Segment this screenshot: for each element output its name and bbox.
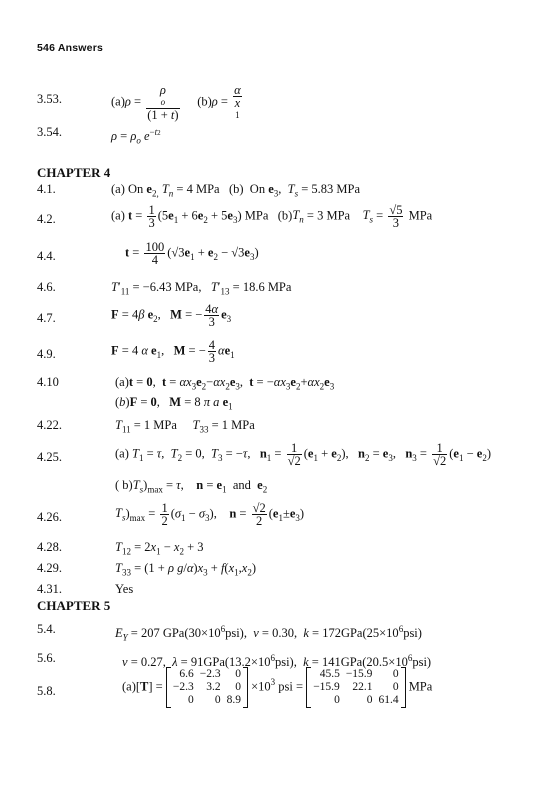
matrix-cell: 0 (187, 694, 194, 706)
answer-4-26: 4.26. $T_s)_{max}$ = $\frac{1}{2}$ $(\sigma_1 - \sigma_3)$, n = $\frac{√2}{2}$ $(e_1\pm e_3)$ (37, 501, 305, 528)
matrix-cell: 8.9 (226, 694, 241, 706)
answer-text: Yes (115, 582, 134, 596)
answer-4-31 (37, 582, 134, 596)
answer-4-6: 4.6. $T'_{11} = -6.43$ MPa, $T'_{13} = 18.6$ MPa (37, 280, 292, 297)
answer-number: 4.31. (37, 582, 62, 596)
answer-number: 5.8. (37, 684, 56, 698)
answer-number: 4.22. (37, 418, 62, 432)
answer-number: 4.29. (37, 561, 62, 575)
chapter-4-heading: CHAPTER 4 (37, 165, 111, 180)
answer-number: 4.9. (37, 347, 56, 361)
answer-4-10: 4.10 (a)t = 0, $t = \alpha x_3e_2-\alpha x_2e_3$, $t = -\alpha x_3e_2+\alpha x_2e_3$ (37, 375, 335, 392)
answer-4-2: 4.2. (a) t = $\frac{1}{3}$ $(5e_1 + 6e_2 + 5e_3)$ MPa $(b)T_n = 3$ MPa $T_s$ = $\frac{√5}{3}$ MPa (37, 203, 433, 230)
stress-matrix-1 (166, 667, 248, 708)
stress-matrix-2 (306, 667, 405, 708)
matrix-cell: 45.5 (319, 668, 340, 680)
chapter-5-heading: CHAPTER 5 (37, 598, 111, 613)
answers-page: 546 Answers 3.53. (a)ρ = ρ o (1 + t) (b)ρ = α x 1 3.54. $\rho = \rho_o$ $e^{-t2}$ CHAPTER 4 4.1. (a) On $e_{2,}$ $T_n = 4$ MPa (b) On $e_3$, $T_s = 5.83$ MPa 4.2. (a) t = $\frac{1}{3}$ $(5e_1 + 6e_2 + 5e_3)$ MPa $(b)T_n = 3$ MPa $T_s$ = $\frac{√5}{3}$ MPa 4.4. t = $\frac{100}{4}$ $(√3e_1 + e_2 - √3e_3)$ 4.6. $T'_{11} = -6.43$ MPa, $T'_{13} = 18.6$ MPa 4.7. F = 4β $e_2$, M = − $\frac{4\alpha}{3}$ $e_3$ 4.9. F = 4 α $e_1$, M = − $\frac{4}{3}$ $\alpha e_1$ 4.10 (a)t = 0, $t = \alpha x_3e_2-\alpha x_2e_3$, $t = -\alpha x_3e_2+\alpha x_2e_3$ (b)F = 0, M = 8 π a $e_1$ 4.22. $T_{11} = 1$ MPa $T_{33} = 1$ MPa 4.25. (a) $T_1 = \tau$, $T_2 = 0$, $T_3 = -\tau$, $n_1$ = $\frac{1}{√2}$ $(e_1 + e_2)$, $n_2 = e_3$, $n_3$ = $\frac{1}{√2}$ $(e_1 - e_2)$ ( $b)T_s)_{max} = \tau$, $n = e_1$ and $e_2$ 4.26. $T_s)_{max}$ = $\frac{1}{2}$ $(\sigma_1 - \sigma_3)$, n = $\frac{√2}{2}$ $(e_1\pm e_3)$ 4.28. $T_{12} = 2x_1 - x_2 + 3$ 4.29. $T_{33} = (1 + \rho$ $g/\alpha)x_3 + f(x_1,x_2)$ 4.31. Yes CHAPTER 5 5.4. $E_Y = 207$ $GPa(30\times 10^6psi)$, ν = 0.30, $k = 172GPa(25\times 10^6psi)$ 5.6. ν = 0.27, $\lambda = 91GPa(13.2\times 10^6psi)$, $k = 141GPa(20.5\times 10^6psi)$ 5.8. (a)[T] = 6.6 −2.3 0 −2.3 3.2 0 0 0 8.9 $\times 10^3$ psi = 45.5 −15.9 0 −15.9 22.1 0 0 0 61.4 MPa (37, 42, 491, 706)
matrix-cell: −15.9 (345, 668, 373, 680)
answer-3-54: 3.54. $\rho = \rho_o$ $e^{-t2}$ (37, 125, 161, 146)
answer-number: 4.26. (37, 510, 62, 524)
page-header: 546 Answers (37, 42, 104, 54)
matrix-cell: 0 (214, 694, 221, 706)
answer-4-7: 4.7. F = 4β $e_2$, M = − $\frac{4\alpha}{3}$ $e_3$ (37, 302, 232, 329)
answer-number: 4.2. (37, 212, 56, 226)
matrix-cell: 0 (392, 668, 399, 680)
answer-4-9: 4.9. F = 4 α $e_1$, M = − $\frac{4}{3}$ $\alpha e_1$ (37, 338, 235, 365)
answer-number: 4.10 (37, 375, 59, 389)
answer-4-28: 4.28. $T_{12} = 2x_1 - x_2 + 3$ (37, 540, 204, 557)
answer-5-6: 5.6. ν = 0.27, $\lambda = 91GPa(13.2\times 10^6psi)$, $k = 141GPa(20.5\times 10^6psi)$ (37, 651, 432, 670)
answer-4-4: 4.4. t = $\frac{100}{4}$ $(√3e_1 + e_2 - √3e_3)$ (37, 240, 259, 267)
answer-3-53: 3.53. (a)ρ = ρ o (1 + t) (b)ρ = α x 1 (37, 83, 241, 122)
matrix-cell: 0 (235, 681, 241, 693)
answer-number: 5.4. (37, 622, 56, 636)
matrix-cell: −2.3 (172, 681, 194, 693)
answer-number: 4.28. (37, 540, 62, 554)
answer-number: 4.6. (37, 280, 56, 294)
matrix-cell: 22.1 (352, 681, 373, 693)
answer-number: 4.4. (37, 249, 56, 263)
answer-number: 4.25. (37, 450, 62, 464)
matrix-cell: 6.6 (179, 668, 194, 680)
matrix-cell: −2.3 (199, 668, 221, 680)
answer-number: 3.53. (37, 92, 62, 106)
answer-number: 4.1. (37, 182, 56, 196)
matrix-cell: 0 (392, 681, 399, 693)
answer-number: 5.6. (37, 651, 56, 665)
matrix-cell: 61.4 (378, 694, 399, 706)
matrix-cell: 3.2 (206, 681, 221, 693)
answer-4-29: 4.29. $T_{33} = (1 + \rho$ $g/\alpha)x_3 + f(x_1,x_2)$ (37, 561, 257, 578)
matrix-cell: 0 (366, 694, 373, 706)
answer-4-25: 4.25. (a) $T_1 = \tau$, $T_2 = 0$, $T_3 = -\tau$, $n_1$ = $\frac{1}{√2}$ $(e_1 + e_2)$, $n_2 = e_3$, $n_3$ = $\frac{1}{√2}$ $(e_1 - e_2)$ (37, 441, 491, 468)
answer-5-8: 5.8. (a)[T] = 6.6 −2.3 0 −2.3 3.2 0 0 0 8.9 $\times 10^3$ psi = 45.5 −15.9 0 −15.9 22.1 0 0 0 61.4 MPa (37, 668, 433, 706)
answer-4-1: 4.1. (a) On $e_{2,}$ $T_n = 4$ MPa (b) On $e_3$, $T_s = 5.83$ MPa (37, 182, 361, 199)
answer-5-4: 5.4. $E_Y = 207$ $GPa(30\times 10^6psi)$, ν = 0.30, $k = 172GPa(25\times 10^6psi)$ (37, 622, 422, 643)
matrix-cell: 0 (235, 668, 241, 680)
answer-4-22: 4.22. $T_{11} = 1$ MPa $T_{33} = 1$ MPa (37, 418, 255, 435)
answer-number: 4.7. (37, 311, 56, 325)
matrix-cell: 0 (334, 694, 340, 706)
matrix-cell: −15.9 (313, 681, 340, 693)
answer-number: 3.54. (37, 125, 62, 139)
